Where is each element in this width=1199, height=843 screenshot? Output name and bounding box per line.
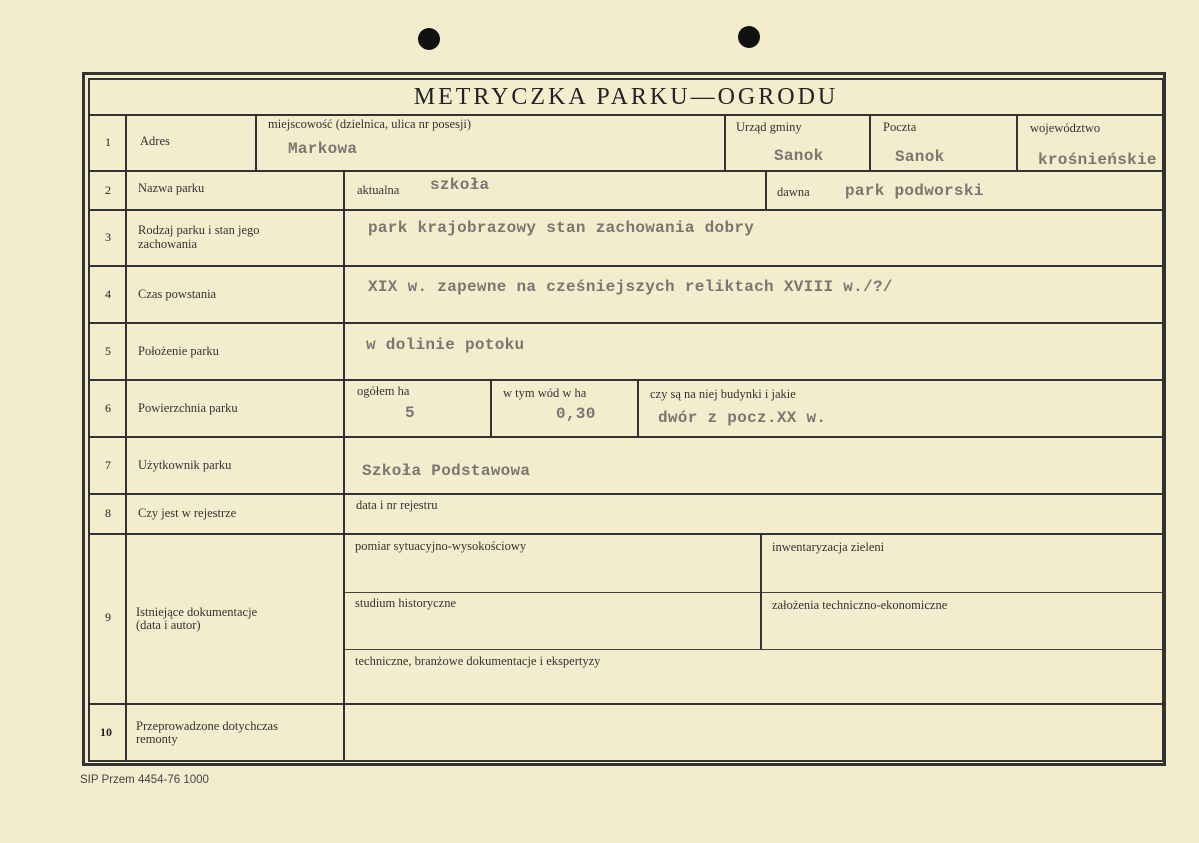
row-divider bbox=[88, 322, 1164, 324]
area-total-label: ogółem ha bbox=[357, 384, 410, 398]
col-divider bbox=[724, 114, 726, 170]
tech-econ-label: założenia techniczno-ekonomiczne bbox=[772, 598, 948, 612]
row-divider bbox=[88, 493, 1164, 495]
row-number: 3 bbox=[105, 230, 111, 244]
row-number: 9 bbox=[105, 610, 111, 624]
row-number: 6 bbox=[105, 401, 111, 415]
registry-label: data i nr rejestru bbox=[356, 498, 438, 512]
row-label-user: Użytkownik parku bbox=[138, 458, 232, 472]
water-area-value: 0,30 bbox=[556, 405, 596, 423]
col-divider bbox=[765, 170, 767, 209]
left-border bbox=[88, 114, 90, 762]
province-label: województwo bbox=[1030, 121, 1101, 135]
area-total-value: 5 bbox=[405, 404, 415, 422]
history-label: studium historyczne bbox=[355, 596, 457, 610]
row-divider bbox=[88, 760, 1164, 762]
row-number: 10 bbox=[100, 725, 112, 739]
office-value: Sanok bbox=[774, 147, 824, 165]
origin-value: XIX w. zapewne na cześniejszych reliktach XVIII w./?/ bbox=[368, 278, 893, 296]
docs-col-divider bbox=[760, 533, 762, 649]
form-title: METRYCZKA PARKU—OGRODU bbox=[88, 78, 1164, 116]
col-divider bbox=[1016, 114, 1018, 170]
post-value: Sanok bbox=[895, 148, 945, 166]
former-name-label: dawna bbox=[777, 185, 810, 199]
row-label-registry: Czy jest w rejestrze bbox=[138, 506, 237, 520]
survey-label: pomiar sytuacyjno-wysokościowy bbox=[355, 539, 527, 553]
buildings-value: dwór z pocz.XX w. bbox=[658, 409, 827, 427]
docs-divider bbox=[344, 592, 1164, 593]
row-label-location: Położenie parku bbox=[138, 344, 219, 358]
row-label-repairs-2: remonty bbox=[136, 732, 178, 746]
row-label-area: Powierzchnia parku bbox=[138, 401, 238, 415]
row-divider bbox=[88, 533, 1164, 535]
row-number: 4 bbox=[105, 287, 111, 301]
row-label-docs: Istniejące dokumentacje bbox=[136, 605, 258, 619]
current-name-value: szkoła bbox=[430, 176, 490, 194]
col-divider bbox=[490, 379, 492, 436]
form-frame bbox=[82, 72, 1166, 766]
location-value: w dolinie potoku bbox=[366, 336, 525, 354]
row-label-repairs: Przeprowadzone dotychczas bbox=[136, 719, 278, 733]
former-name-value: park podworski bbox=[845, 182, 984, 200]
water-area-label: w tym wód w ha bbox=[503, 386, 587, 400]
user-value: Szkoła Podstawowa bbox=[362, 462, 531, 480]
park-type-value: park krajobrazowy stan zachowania dobry bbox=[368, 219, 755, 237]
greenery-label: inwentaryzacja zieleni bbox=[772, 540, 885, 554]
row-number: 8 bbox=[105, 506, 111, 520]
office-label: Urząd gminy bbox=[736, 120, 802, 134]
punch-hole-right bbox=[738, 26, 760, 48]
province-value: krośnieńskie bbox=[1038, 151, 1157, 169]
row-divider bbox=[88, 436, 1164, 438]
row-label-park-name: Nazwa parku bbox=[138, 181, 205, 195]
current-name-label: aktualna bbox=[357, 183, 400, 197]
row-divider bbox=[88, 379, 1164, 381]
row-divider bbox=[88, 703, 1164, 705]
row-number: 5 bbox=[105, 344, 111, 358]
form-footer: SIP Przem 4454-76 1000 bbox=[80, 774, 209, 786]
row-divider bbox=[88, 209, 1164, 211]
row-divider bbox=[88, 114, 1164, 116]
punch-hole-left bbox=[418, 28, 440, 50]
row-label-address: Adres bbox=[140, 134, 170, 148]
locality-label: miejscowość (dzielnica, ulica nr posesji) bbox=[268, 117, 472, 131]
row-number: 2 bbox=[105, 183, 111, 197]
docs-divider bbox=[344, 649, 1164, 650]
col-divider bbox=[255, 114, 257, 170]
buildings-label: czy są na niej budynki i jakie bbox=[650, 387, 796, 401]
row-label-docs-2: (data i autor) bbox=[136, 618, 201, 632]
row-number: 7 bbox=[105, 458, 111, 472]
row-label-park-type: Rodzaj parku i stan jego bbox=[138, 223, 260, 237]
col-divider bbox=[637, 379, 639, 436]
row-number: 1 bbox=[105, 135, 111, 149]
num-col-divider bbox=[125, 114, 127, 762]
row-divider bbox=[88, 170, 1164, 172]
tech-docs-label: techniczne, branżowe dokumentacje i ekspertyzy bbox=[355, 654, 601, 668]
row-label-park-type-2: zachowania bbox=[138, 237, 197, 251]
row-divider bbox=[88, 265, 1164, 267]
post-label: Poczta bbox=[883, 120, 917, 134]
col-divider bbox=[869, 114, 871, 170]
right-border bbox=[1162, 114, 1164, 762]
row-label-origin: Czas powstania bbox=[138, 287, 217, 301]
locality-value: Markowa bbox=[288, 140, 358, 158]
label-col-divider bbox=[343, 170, 345, 762]
